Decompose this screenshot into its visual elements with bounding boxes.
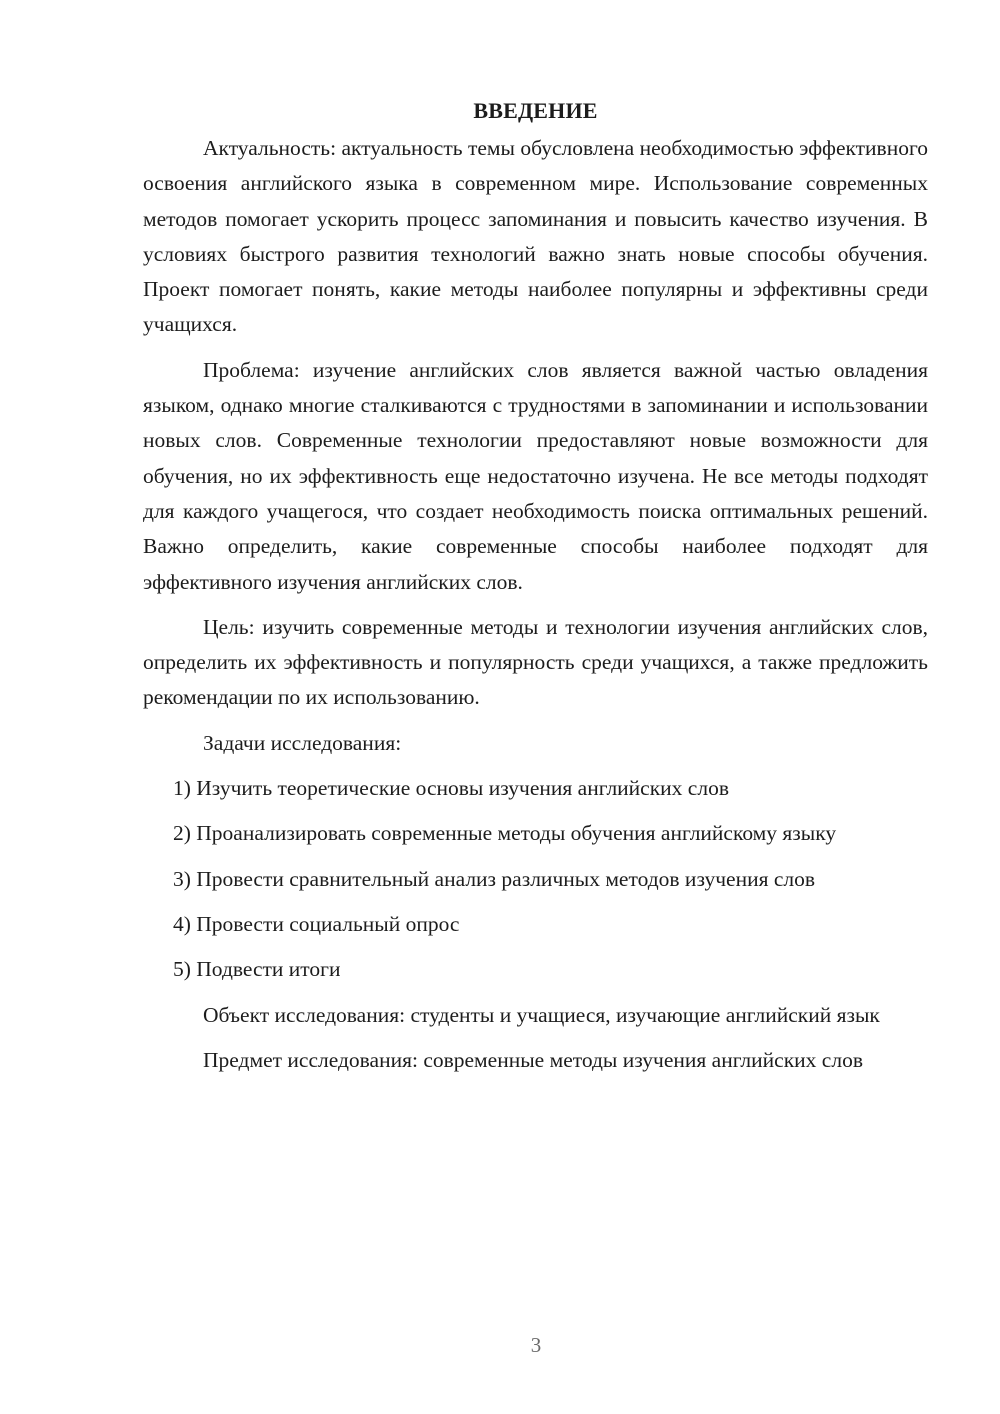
- task-item: 4) Провести социальный опрос: [173, 911, 460, 936]
- research-subject-paragraph: Предмет исследования: современные методы изучения английских слов: [203, 1047, 863, 1072]
- task-item: 1) Изучить теоретические основы изучения английских слов: [173, 776, 729, 801]
- section-heading: ВВЕДЕНИЕ: [473, 98, 598, 123]
- task-item: 2) Проанализировать современные методы обучения английскому языку: [173, 821, 837, 846]
- page-number: 3: [530, 1333, 542, 1357]
- document-page: [143, 95, 928, 1088]
- research-object-paragraph: Объект исследования: студенты и учащиеся, изучающие английский язык: [203, 1002, 880, 1027]
- problem-paragraph: Проблема: изучение английских слов является важной частью овладения языком, однако многие сталкиваются с трудностями в запоминании и использовании новых слов. Современные технологии предоставляют новые возможности для обучения, но их эффективность еще недостаточно изучена. Не все методы подходят для каждого учащегося, что создает необходимость поиска оптимальных решений. Важно определить, какие современные способы наиболее подходят для эффективного изучения английских слов.: [143, 357, 928, 594]
- task-item: 5) Подвести итоги: [173, 957, 341, 982]
- task-item: 3) Провести сравнительный анализ различных методов изучения слов: [173, 866, 816, 891]
- tasks-heading: Задачи исследования:: [203, 730, 402, 755]
- goal-paragraph: Цель: изучить современные методы и технологии изучения английских слов, определить их эффективность и популярность среди учащихся, а также предложить рекомендации по их использованию.: [143, 614, 928, 710]
- relevance-paragraph: Актуальность: актуальность темы обусловлена необходимостью эффективного освоения английского языка в современном мире. Использование современных методов помогает ускорить процесс запоминания и повысить качество изучения. В условиях быстрого развития технологий важно знать новые способы обучения. Проект помогает понять, какие методы наиболее популярны и эффективны среди учащихся.: [143, 136, 928, 337]
